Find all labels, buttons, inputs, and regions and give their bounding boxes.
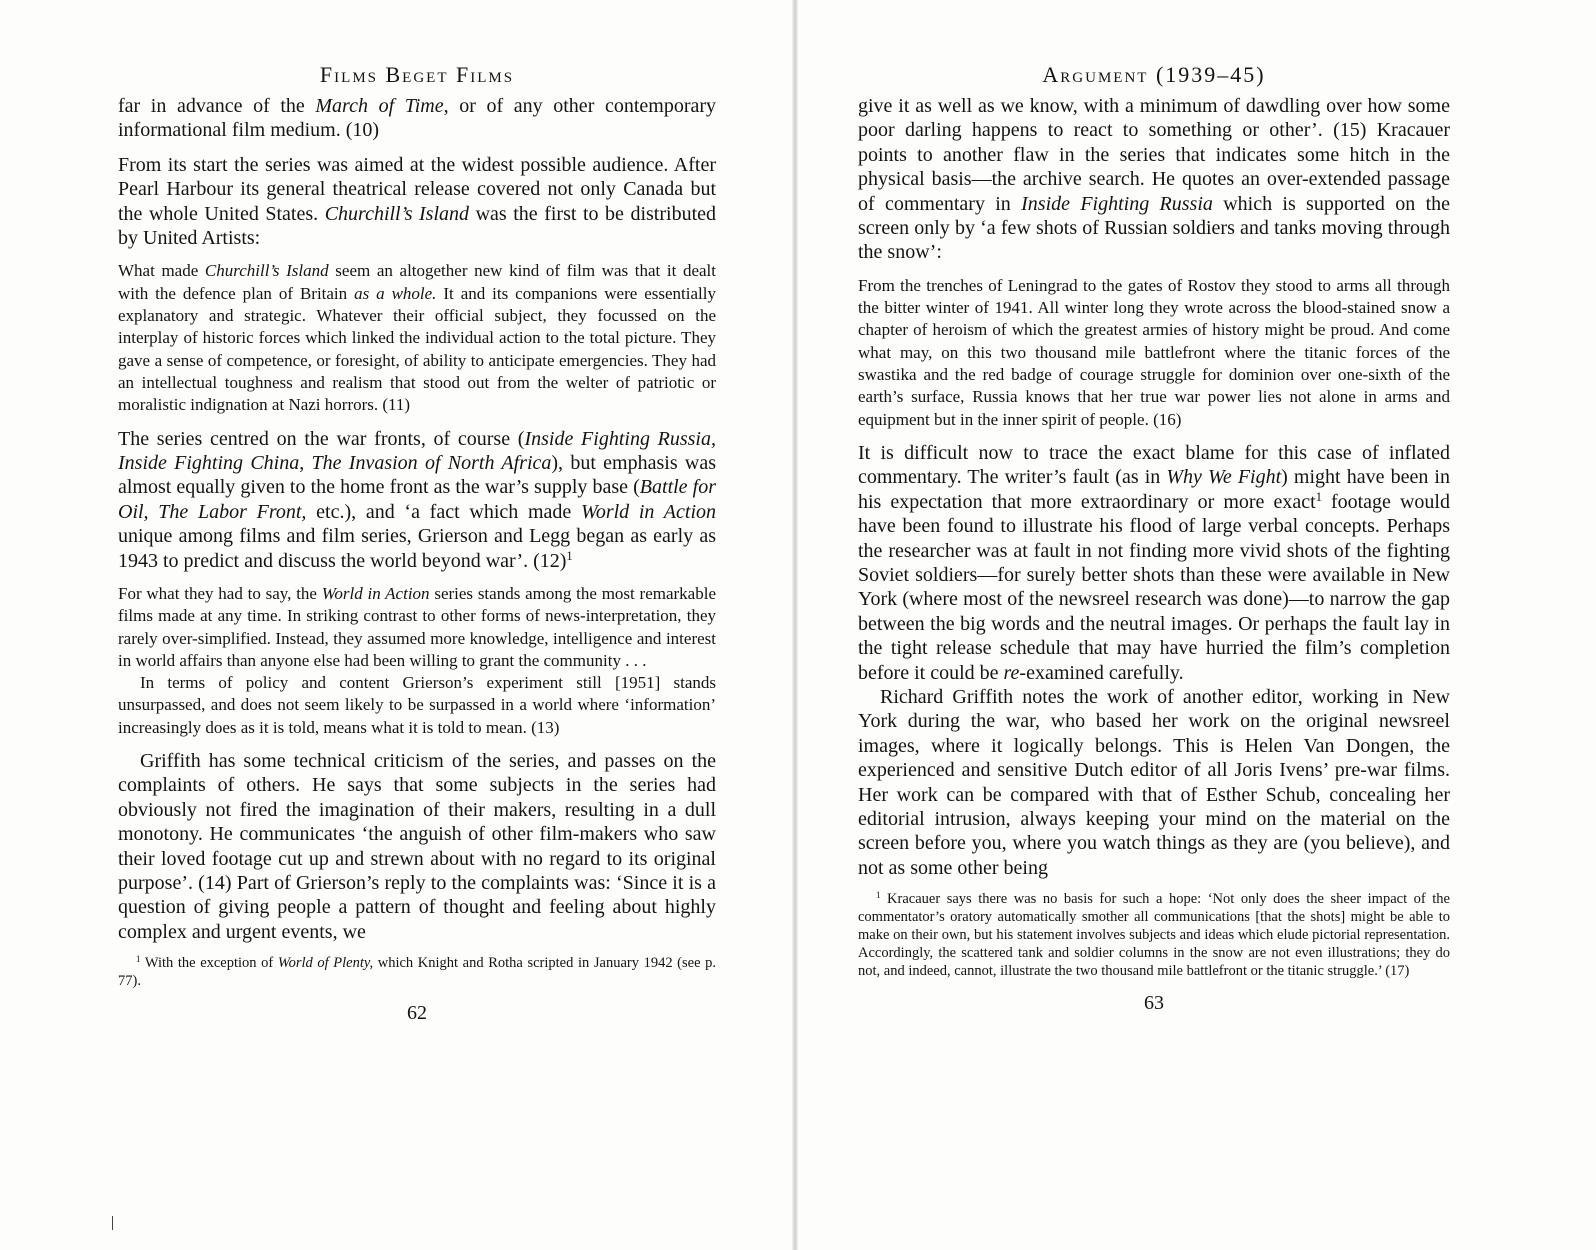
text-run: With the exception of	[140, 955, 278, 972]
paragraph	[858, 441, 1450, 685]
block-quote	[118, 583, 716, 672]
text-run: give it as well as we know, with a minimum of dawdling over how some poor darling happens to react to something or other’. (15) Kracauer points to another flaw in the series that indicates some hitch in the physical basis—the archive search. He quotes an over-extended passage of commentary in	[858, 95, 1450, 215]
italic-title: World in Action	[321, 583, 430, 603]
text-run: Griffith has some technical criticism of the series, and passes on the complaints of others. He says that some subjects in the series had obviously not fired the imagination of their makers, resulting in a dull monotony. He communicates ‘the anguish of other film-makers who saw their loved footage cut up and strewn about with no regard to its original purpose’. (14) Part of Grierson’s reply to the complaints was: ‘Since it is a question of giving people a pattern of thought and feeling about highly complex and urgent events, we	[118, 750, 716, 943]
italic-title: Churchill’s Island	[324, 202, 470, 225]
right-page	[858, 62, 1450, 1015]
italic-title: World of Plenty,	[277, 955, 374, 972]
italic-title: World in Action	[581, 500, 716, 523]
paragraph	[858, 94, 1450, 265]
text-run: From the trenches of Leningrad to the gates of Rostov they stood to arms all through the bitter winter of 1941. All winter long they wrote across the blood-stained snow a chapter of heroism of which the greatest armies of history might be proud. And come what may, on this two thousand mile battlefront where the titanic forces of the swastika and the red badge of courage struggle for dominion over one-sixth of the earth’s surface, Russia knows that her true war power lies not alone in arms and equipment but in the inner spirit of people. (16)	[858, 275, 1450, 429]
text-run: which is supported on the screen only by ‘a few shots of Russian soldiers and tanks moving through the snow’:	[858, 192, 1451, 264]
text-run: unique among films and film series, Grierson and Legg began as early as 1943 to predict and discuss the world beyond war’. (12)	[118, 525, 716, 572]
italic-title: re	[1003, 661, 1020, 684]
text-run: ), but emphasis was almost equally given to the home front as the war’s supply base (	[118, 451, 716, 499]
paragraph	[118, 427, 716, 573]
footnote-marker: 1	[876, 890, 881, 901]
text-run: What made	[118, 261, 205, 281]
footnote-marker: 1	[566, 548, 573, 563]
footnote-marker: 1	[1315, 489, 1322, 504]
text-run: In terms of policy and content Grierson’s experiment still [1951] stands unsurpassed, and does not seem likely to be surpassed in a world where ‘information’ increasingly does as it is told, means what it is told to mean. (13)	[118, 673, 716, 737]
paragraph	[858, 685, 1450, 880]
italic-title: as a whole.	[354, 283, 437, 303]
paragraph	[118, 94, 716, 143]
text-run: The series centred on the war fronts, of course (	[118, 427, 525, 450]
book-gutter	[792, 0, 798, 1250]
text-run: -examined carefully.	[1019, 661, 1184, 684]
page-number: 62	[407, 1002, 427, 1025]
page-number: 63	[1144, 992, 1164, 1015]
text-run: It and its companions were essentially explanatory and strategic. Whatever their official subject, they focussed on the interplay of historic forces which linked the individual action to the total picture. They gave a sense of competence, or foresight, of ability to anticipate emergencies. They had an intellectual toughness and realism that stood out from the welter of patriotic or moralistic indignation at Nazi horrors. (11)	[118, 283, 716, 415]
paragraph	[118, 749, 716, 944]
italic-title: Why We Fight	[1166, 466, 1282, 489]
italic-title: Inside Fighting Russia	[1021, 192, 1213, 215]
text-run: series stands among the most remarkable films made at any time. In striking contrast to other forms of news-interpretation, they rarely over-simplified. Instead, they assumed more knowledge, intelligence and interest in world affairs than anyone else had been willing to grant the community . . .	[118, 583, 716, 670]
text-run: , or of any other contemporary informational film medium. (10)	[118, 95, 717, 142]
scan-mark	[112, 1216, 113, 1230]
footnotes	[118, 954, 716, 990]
running-head-right: Argument (1939–45)	[1042, 62, 1266, 87]
block-quote	[858, 275, 1450, 431]
text-run: For what they had to say, the	[118, 583, 322, 603]
text-run: which Knight and Rotha scripted in January 1942 (see p. 77).	[118, 955, 717, 990]
block-quote	[118, 672, 716, 739]
left-page	[118, 62, 716, 1025]
text-run: far in advance of the	[118, 95, 316, 117]
text-run: From its start the series was aimed at the widest possible audience. After Pearl Harbour its general theatrical release covered not only Canada but the whole United States.	[118, 153, 716, 225]
footnote	[858, 890, 1450, 980]
italic-title: Inside Fighting Russia, Inside Fighting China, The Invasion of North Africa	[118, 427, 716, 474]
text-run: It is difficult now to trace the exact blame for this case of inflated commentary. The writer’s fault (as in	[858, 441, 1450, 489]
italic-title: Battle for Oil, The Labor Front,	[118, 476, 716, 523]
italic-title: March of Time	[315, 95, 444, 117]
paragraph	[118, 153, 716, 251]
footnote	[118, 954, 716, 990]
block-quote	[118, 260, 716, 416]
text-run: Kracauer says there was no basis for such a hope: ‘Not only does the sheer impact of the commentator’s oratory automatically smother all communications [that the shots] might be able to make on their own, but his statement involves subjects and ideas which elude pictorial representation. Accordingly, the scattered tank and soldier columns in the snow are not even illustrations; they do not, and indeed, cannot, illustrate the two thousand mile battlefront or the titanic struggle.’ (17)	[858, 891, 1450, 980]
text-run: Richard Griffith notes the work of another editor, working in New York during the war, who based her work on the original newsreel images, where it logically belongs. This is Helen Van Dongen, the experienced and sensitive Dutch editor of all Joris Ivens’ pre-war films. Her work can be compared with that of Esther Schub, concealing her editorial intrusion, always keeping your mind on the material on the screen before you, where you watch things as they are (you believe), and not as some other being	[858, 685, 1450, 879]
text-run: seem an altogether new kind of film was that it dealt with the defence plan of Britain	[118, 261, 716, 303]
running-head-left: Films Beget Films	[319, 62, 515, 87]
footnote-marker: 1	[136, 954, 141, 965]
italic-title: Churchill’s Island	[204, 261, 329, 281]
text-run: ) might have been in his expectation that more extraordinary or more exact	[858, 466, 1450, 513]
text-run: footage would have been found to illustrate his flood of large verbal concepts. Perhaps the researcher was at fault in not finding more vivid shots of the fighting Soviet soldiers—for surely better shots than these were available in New York (where most of the newsreel research was done)—to narrow the gap between the big words and the neutral images. Or perhaps the fault lay in the tight release schedule that may have hurried the film’s completion before it could be	[858, 490, 1450, 684]
footnotes	[858, 890, 1450, 980]
text-run: was the first to be distributed by United Artists:	[118, 202, 717, 250]
text-run: etc.), and ‘a fact which made	[306, 500, 581, 523]
